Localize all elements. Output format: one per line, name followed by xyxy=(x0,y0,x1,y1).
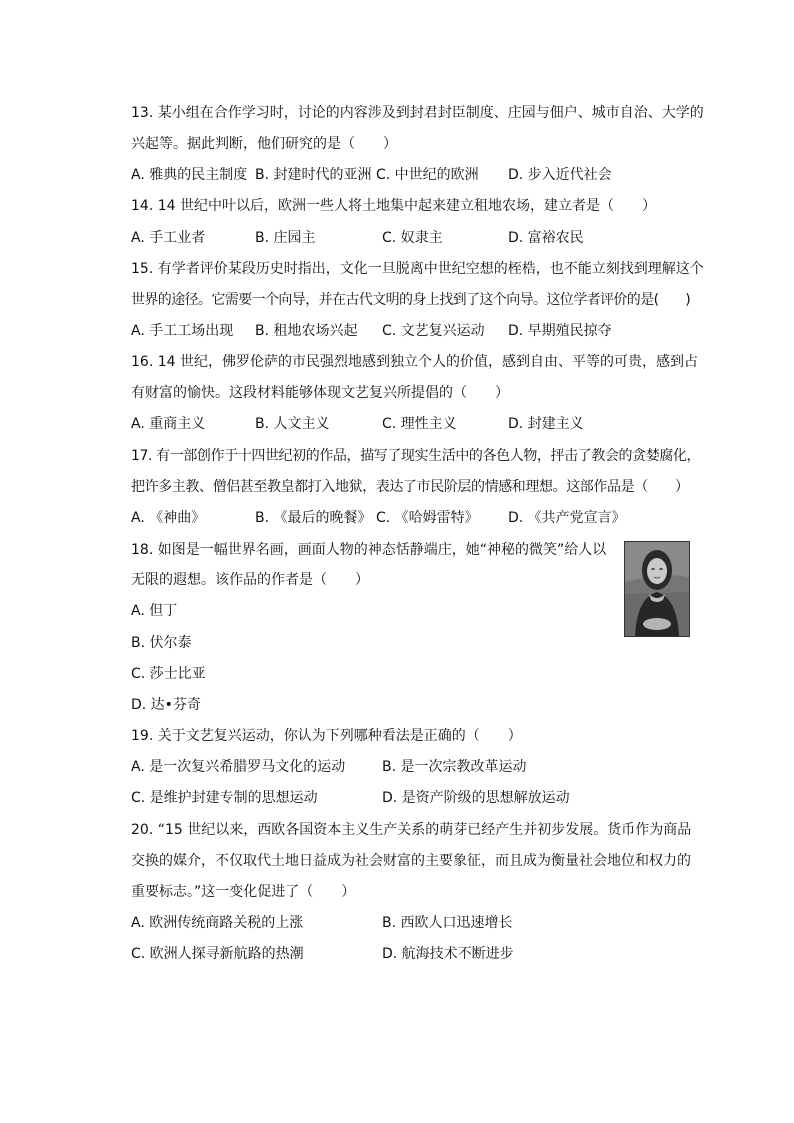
option-19-d: D. 是资产阶级的思想解放运动 xyxy=(382,790,570,806)
option-16-c: C. 理性主义 xyxy=(382,416,457,432)
option-19-b: B. 是一次宗教改革运动 xyxy=(382,759,527,775)
question-15-line-1: 15. 有学者评价某段历史时指出，文化一旦脱离中世纪空想的桎梏，也不能立刻找到理解这个 xyxy=(131,261,704,277)
option-19-c: C. 是维护封建专制的思想运动 xyxy=(131,790,318,806)
question-15-line-2: 世界的途径。它需要一个向导，并在古代文明的身上找到了这个向导。这位学者评价的是( ) xyxy=(131,292,691,308)
option-17-b: B. 《最后的晚餐》 xyxy=(255,510,372,526)
option-20-d: D. 航海技术不断进步 xyxy=(382,946,514,962)
option-13-d: D. 步入近代社会 xyxy=(508,167,612,183)
option-13-c: C. 中世纪的欧洲 xyxy=(376,167,479,183)
option-19-a: A. 是一次复兴希腊罗马文化的运动 xyxy=(131,759,346,775)
option-20-a: A. 欧洲传统商路关税的上涨 xyxy=(131,915,304,931)
option-14-a: A. 手工业者 xyxy=(131,230,206,246)
option-17-a: A. 《神曲》 xyxy=(131,510,206,526)
option-14-b: B. 庄园主 xyxy=(255,230,316,246)
question-19-line-1: 19. 关于文艺复兴运动，你认为下列哪种看法是正确的（ ） xyxy=(131,728,522,744)
question-17-line-1: 17. 有一部创作于十四世纪初的作品，描写了现实生活中的各色人物，抨击了教会的贪婪腐化， xyxy=(131,448,701,464)
option-17-c: C. 《哈姆雷特》 xyxy=(376,510,479,526)
option-18-d: D. 达•芬奇 xyxy=(131,697,201,713)
option-18-c: C. 莎士比亚 xyxy=(131,666,206,682)
option-13-a: A. 雅典的民主制度 xyxy=(131,167,248,183)
question-13-line-2: 兴起等。据此判断，他们研究的是（ ） xyxy=(131,136,397,152)
question-17-line-2: 把许多主教、僧侣甚至教皇都打入地狱，表达了市民阶层的情感和理想。这部作品是（ ） xyxy=(131,479,689,495)
question-20-line-3: 重要标志。”这一变化促进了（ ） xyxy=(131,884,356,900)
question-18-line-2: 无限的遐想。该作品的作者是（ ） xyxy=(131,572,369,588)
option-16-b: B. 人文主义 xyxy=(255,416,330,432)
option-15-a: A. 手工工场出现 xyxy=(131,323,234,339)
option-20-c: C. 欧洲人探寻新航路的热潮 xyxy=(131,946,304,962)
question-16-line-2: 有财富的愉快。这段材料能够体现文艺复兴所提倡的（ ） xyxy=(131,385,509,401)
mona-lisa-painting-icon xyxy=(624,541,690,637)
question-13-line-1: 13. 某小组在合作学习时，讨论的内容涉及到封君封臣制度、庄园与佃户、城市自治、大学的 xyxy=(131,105,704,121)
option-14-c: C. 奴隶主 xyxy=(382,230,443,246)
option-14-d: D. 富裕农民 xyxy=(508,230,584,246)
question-14-line-1: 14. 14 世纪中叶以后，欧洲一些人将土地集中起来建立租地农场，建立者是（ ） xyxy=(131,198,656,214)
option-18-b: B. 伏尔泰 xyxy=(131,635,192,651)
option-20-b: B. 西欧人口迅速增长 xyxy=(382,915,513,931)
question-20-line-1: 20. “15 世纪以来，西欧各国资本主义生产关系的萌芽已经产生并初步发展。货币作为商品 xyxy=(131,822,692,838)
option-13-b: B. 封建时代的亚洲 xyxy=(255,167,372,183)
option-15-c: C. 文艺复兴运动 xyxy=(382,323,485,339)
question-16-line-1: 16. 14 世纪，佛罗伦萨的市民强烈地感到独立个人的价值，感到自由、平等的可贵，感到占 xyxy=(131,354,698,370)
option-15-d: D. 早期殖民掠夺 xyxy=(508,323,612,339)
option-16-a: A. 重商主义 xyxy=(131,416,206,432)
question-18-line-1: 18. 如图是一幅世界名画，画面人物的神态恬静端庄，她“神秘的微笑”给人以 xyxy=(131,542,607,558)
question-20-line-2: 交换的媒介，不仅取代土地日益成为社会财富的主要象征，而且成为衡量社会地位和权力的 xyxy=(131,853,691,869)
option-17-d: D. 《共产党宣言》 xyxy=(508,510,626,526)
option-18-a: A. 但丁 xyxy=(131,603,178,619)
option-15-b: B. 租地农场兴起 xyxy=(255,323,358,339)
option-16-d: D. 封建主义 xyxy=(508,416,584,432)
